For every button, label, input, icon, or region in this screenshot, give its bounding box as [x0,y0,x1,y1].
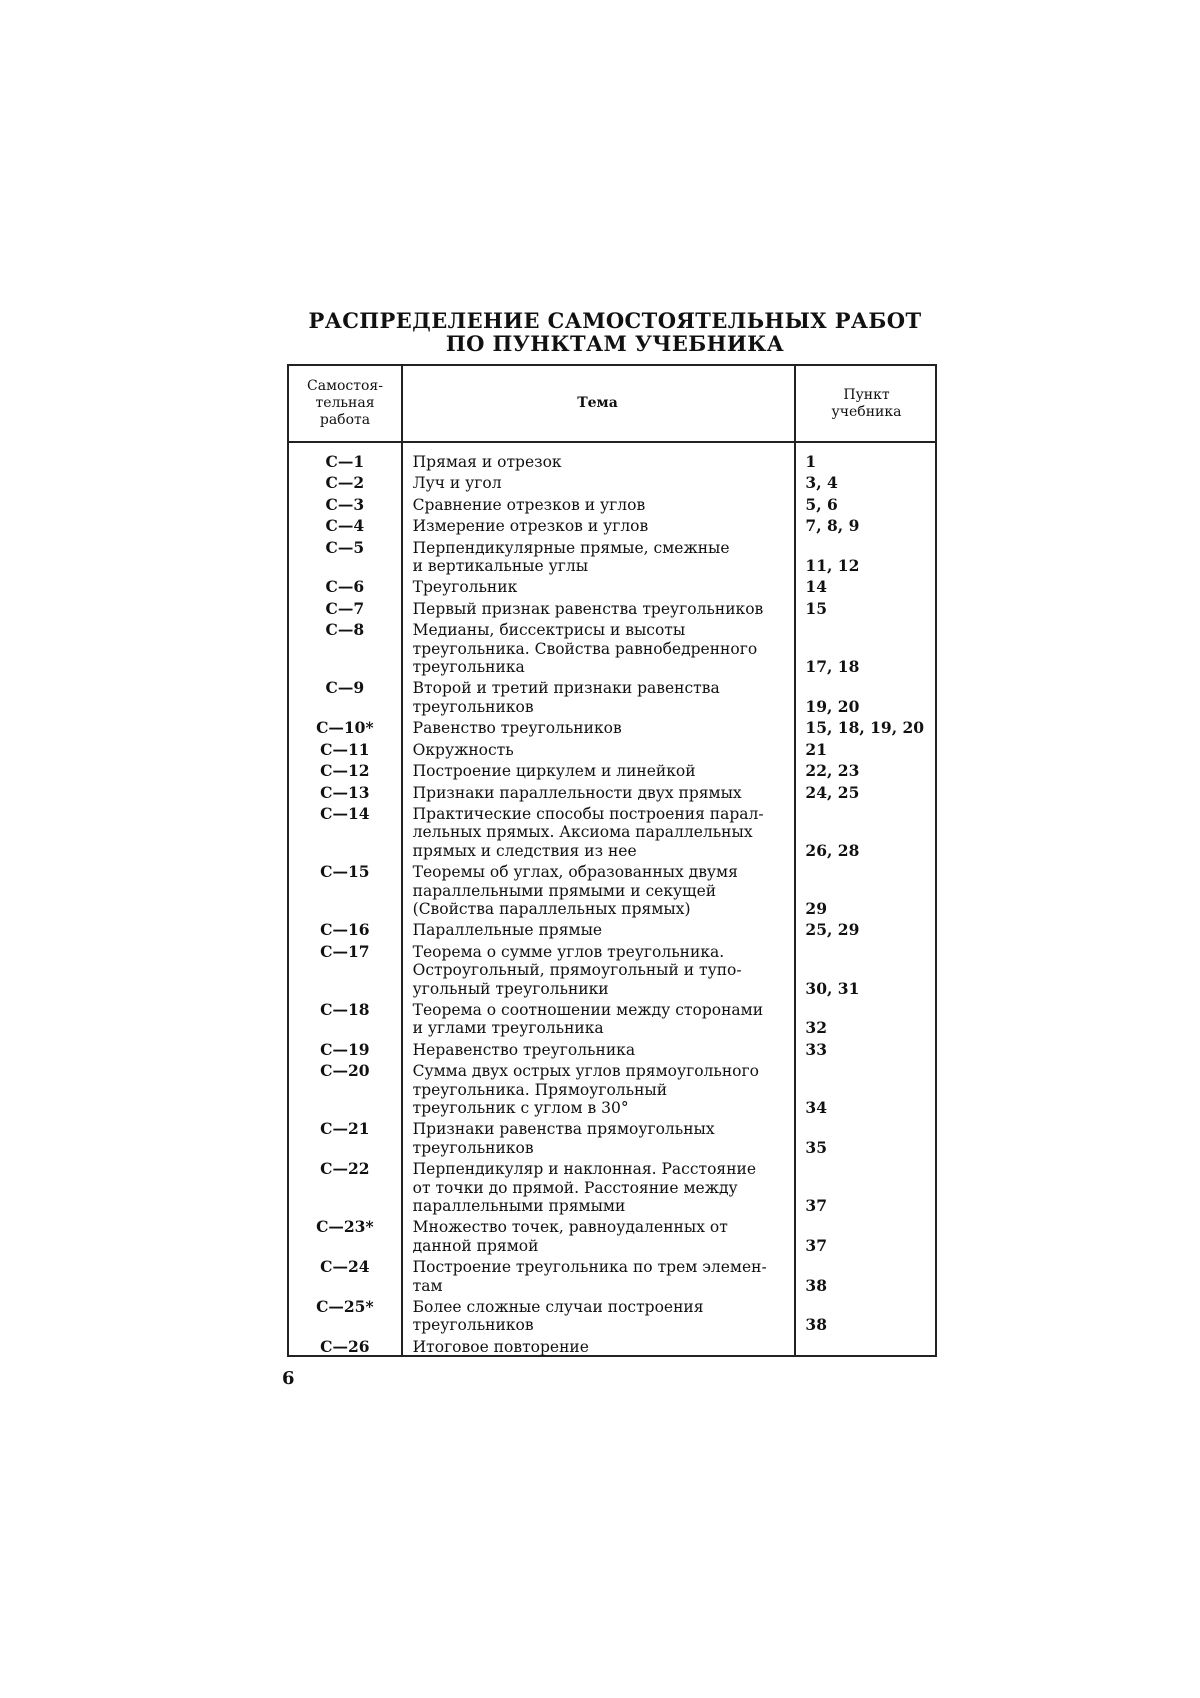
section-numbers: 29 [805,898,827,918]
section-numbers: 38 [805,1315,827,1335]
page-title [285,309,945,355]
table-row [289,1041,935,1059]
section-numbers: 21 [805,739,827,759]
section-numbers: 11, 12 [805,556,860,576]
table-body [289,453,935,1359]
topic-text: Множество точек, равноудаленных от данной прямой [412,1218,728,1255]
work-code: С—14 [320,803,370,823]
topic-text: Параллельные прямые [412,921,603,940]
work-code: С—1 [325,452,365,471]
work-code: С—24 [320,1257,370,1277]
topic-text: Построение треугольника по трем элемен- там [412,1258,767,1295]
section-numbers: 37 [805,1235,827,1255]
work-code: С—26 [320,1336,370,1356]
section-numbers: 7, 8, 9 [805,516,860,536]
table-row [289,539,935,576]
work-code: С—8 [325,620,365,640]
topic-text: Второй и третий признаки равенства треугольников [412,679,720,716]
topic-text: Равенство треугольников [412,719,622,738]
work-code: С—9 [325,678,365,698]
section-numbers: 5, 6 [805,494,838,514]
table-row [289,679,935,716]
topic-text: Прямая и отрезок [412,453,562,471]
section-numbers: 34 [805,1098,827,1117]
section-numbers: 19, 20 [805,696,860,716]
table-row [289,1218,935,1255]
table-row [289,1160,935,1215]
topic-text: Перпендикуляр и наклонная. Расстояние от точки до прямой. Расстояние между параллельными прямыми [412,1160,757,1216]
topic-text: Признаки параллельности двух прямых [412,783,742,802]
section-numbers: 30, 31 [805,978,860,998]
table-row [289,1338,935,1356]
topic-text: Перпендикулярные прямые, смежные и вертикальные углы [412,538,730,576]
table-row [289,741,935,759]
section-numbers: 35 [805,1137,827,1157]
work-code: С—3 [325,494,365,514]
work-code: С—11 [320,739,370,759]
work-code: С—10* [316,718,374,738]
work-code: С—19 [320,1039,370,1059]
work-code: С—25* [316,1297,374,1317]
table-row [289,453,935,471]
table-row [289,1298,935,1335]
section-numbers: 17, 18 [805,657,860,677]
table-row [289,474,935,492]
topic-text: Итоговое повторение [412,1337,589,1356]
section-numbers: 24, 25 [805,782,860,802]
topic-text: Теорема о соотношении между сторонами и углами треугольника [412,1000,764,1038]
section-numbers: 26, 28 [805,840,860,860]
header-topic: Тема [577,395,618,411]
work-code: С—20 [320,1061,370,1081]
work-code: С—15 [320,862,370,882]
table-row [289,621,935,676]
topic-text: Теорема о сумме углов треугольника. Остроугольный, прямоугольный и тупо- угольный треугольники [412,942,742,998]
work-code: С—4 [325,516,365,536]
work-code: С—18 [320,999,370,1019]
table-row [289,517,935,535]
table-row [289,1062,935,1117]
section-numbers: 14 [805,577,827,597]
topic-text: Сравнение отрезков и углов [412,495,646,514]
table-row [289,496,935,514]
work-code: С—5 [325,537,365,557]
work-code: С—13 [320,782,370,802]
table-row [289,1258,935,1295]
section-numbers: 25, 29 [805,920,860,940]
table-row [289,1120,935,1157]
section-numbers: 22, 23 [805,761,860,781]
topic-text: Теоремы об углах, образованных двумя параллельными прямыми и секущей (Свойства параллельных прямых) [412,863,738,918]
topic-text: Более сложные случаи построения треугольников [412,1298,704,1335]
work-code: С—7 [325,598,365,618]
table-row [289,600,935,618]
table-row [289,762,935,780]
work-code: С—2 [325,473,365,493]
section-numbers: 37 [805,1196,827,1216]
topic-text: Луч и угол [412,474,502,493]
topic-text: Сумма двух острых углов прямоугольного треугольника. Прямоугольный треугольник с углом в 30° [412,1062,759,1117]
header-section: Пункт учебника [831,386,902,420]
section-numbers: 38 [805,1275,827,1295]
topic-text: Построение циркулем и линейкой [412,762,696,781]
topic-text: Медианы, биссектрисы и высоты треугольника. Свойства равнобедренного треугольника [412,621,758,677]
table-row [289,805,935,860]
section-numbers: 1 [805,452,817,471]
topic-text: Признаки равенства прямоугольных треугольников [412,1120,715,1157]
work-code: С—17 [320,941,370,961]
topic-text: Первый признак равенства треугольников [412,599,764,618]
table-row [289,863,935,918]
work-code: С—23* [316,1217,374,1237]
section-numbers: 3, 4 [805,473,838,493]
header-work: Самостоя- тельная работа [307,378,383,428]
table-row [289,921,935,939]
work-code: С—12 [320,761,370,781]
topic-text: Измерение отрезков и углов [412,517,649,536]
work-code: С—22 [320,1159,370,1179]
header-divider [289,441,935,443]
table-row [289,578,935,596]
page-title-line-1: РАСПРЕДЕЛЕНИЕ САМОСТОЯТЕЛЬНЫХ РАБОТ [308,308,922,333]
section-numbers: 15 [805,598,827,618]
topic-text: Практические способы построения парал- лельных прямых. Аксиома параллельных прямых и следствия из нее [412,804,764,860]
table-row [289,719,935,737]
section-numbers: 15, 18, 19, 20 [805,718,925,738]
assignment-table [287,364,937,1357]
table-row [289,1001,935,1038]
work-code: С—16 [320,920,370,940]
table-row [289,943,935,998]
page-number: 6 [282,1368,295,1389]
page-title-line-2: ПО ПУНКТАМ УЧЕБНИКА [445,331,785,356]
topic-text: Окружность [412,740,514,759]
table-row [289,784,935,802]
section-numbers: 32 [805,1018,827,1038]
work-code: С—6 [325,577,365,597]
section-numbers: 33 [805,1039,827,1059]
topic-text: Неравенство треугольника [412,1040,636,1059]
work-code: С—21 [320,1119,370,1139]
topic-text: Треугольник [412,578,518,597]
